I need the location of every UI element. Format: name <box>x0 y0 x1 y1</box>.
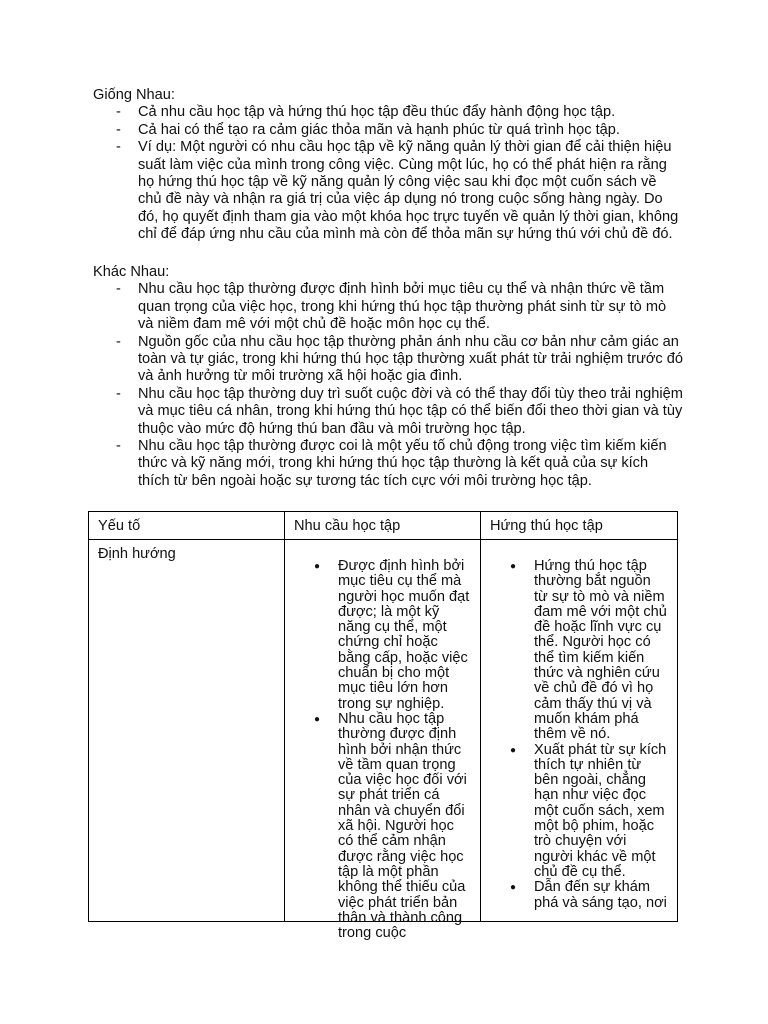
header-learning-need: Nhu cầu học tập <box>285 512 481 540</box>
list-item <box>294 712 472 941</box>
learning-interest-cell <box>481 540 678 922</box>
similarity-text: Cả nhu cầu học tập và hứng thú học tập đều thúc đẩy hành động học tập. <box>138 104 616 121</box>
learning-need-content <box>294 558 471 942</box>
bullet-dot-icon: ● <box>510 882 517 894</box>
learning-interest-content <box>490 559 668 919</box>
similarities-heading: Giống Nhau: <box>93 87 175 103</box>
similarities-list <box>93 104 683 243</box>
list-item <box>294 559 472 712</box>
dash-bullet-icon: - <box>116 104 121 121</box>
dash-bullet-icon: - <box>116 385 121 402</box>
difference-item <box>93 334 683 386</box>
list-item-text: Được định hình bởi mục tiêu cụ thể mà người học muốn đạt được; là một kỹ năng cụ thể, một chứng chỉ hoặc bằng cấp, hoặc việc chuẩn bị cho một mục tiêu lớn hơn trong sự nghiệp. <box>338 558 470 712</box>
bullet-dot-icon: ● <box>510 561 517 572</box>
learning-need-list <box>294 559 471 941</box>
dash-bullet-icon: - <box>116 281 121 298</box>
table-header-row <box>89 512 678 540</box>
similarity-text: Ví dụ: Một người có nhu cầu học tập về kỹ năng quản lý thời gian để cải thiện hiệu suất làm việc của mình trong công việc. Cùng một lúc, họ có thể phát hiện ra rằng họ hứng thú học tập về kỹ năng quản lý công việc sau khi đọc một cuốn sách về chủ đề này và nhận ra giá trị của việc áp dụng nó trong cuộc sống hàng ngày. Do đó, họ quyết định tham gia vào một khóa học trực tuyến về quản lý thời gian, không chỉ để đáp ứng nhu cầu của mình mà còn để thỏa mãn sự hứng thú với chủ đề đó. <box>138 139 679 243</box>
list-item-text: Xuất phát từ sự kích thích tự nhiên từ bên ngoài, chẳng hạn như việc đọc một cuốn sách, xem một bộ phim, hoặc trò chuyện với người khác về một chủ đề cụ thể. <box>534 741 667 880</box>
dash-bullet-icon: - <box>116 438 121 455</box>
similarity-item <box>93 122 683 139</box>
similarity-item <box>93 104 683 121</box>
difference-text: Nhu cầu học tập thường duy trì suốt cuộc đời và có thể thay đổi tùy theo trải nghiệm và mục tiêu cá nhân, trong khi hứng thú học tập có thể biến đổi theo thời gian và tùy thuộc vào mức độ hứng thú ban đầu và môi trường học tập. <box>138 385 683 437</box>
difference-item <box>93 438 683 490</box>
similarity-text: Cả hai có thể tạo ra cảm giác thỏa mãn và hạnh phúc từ quá trình học tập. <box>138 121 620 138</box>
difference-text: Nhu cầu học tập thường được định hình bởi mục tiêu cụ thể và nhận thức về tầm quan trọng của việc học, trong khi hứng thú học tập thường phát sinh từ sự tò mò và niềm đam mê với một chủ đề hoặc môn học cụ thể. <box>138 281 667 333</box>
bullet-dot-icon: ● <box>314 713 321 725</box>
list-item-text: Hứng thú học tập thường bắt nguồn từ sự tò mò và niềm đam mê với một chủ đề hoặc lĩnh vực cụ thể. Người học có thể tìm kiếm kiến thức và nghiên cứu về chủ đề đó vì họ cảm thấy thú vị và muốn khám phá thêm về nó. <box>534 558 667 743</box>
dash-bullet-icon: - <box>116 139 121 156</box>
list-item <box>490 559 668 743</box>
difference-item <box>93 281 683 333</box>
header-factor: Yếu tố <box>89 512 285 540</box>
list-item <box>490 743 668 881</box>
bullet-dot-icon: ● <box>314 561 321 572</box>
factor-cell <box>89 540 285 922</box>
learning-interest-list <box>490 559 668 911</box>
learning-need-cell <box>285 540 481 942</box>
bullet-dot-icon: ● <box>510 744 517 756</box>
difference-item <box>93 386 683 438</box>
differences-list <box>93 281 683 490</box>
list-item-text: Dẫn đến sự khám phá và sáng tạo, nơi <box>534 879 667 911</box>
similarity-item <box>93 139 683 243</box>
list-item-text: Nhu cầu học tập thường được định hình bởi nhận thức về tầm quan trọng của việc học đối với sự phát triển cá nhân và chuyển đổi xã hội. Người học có thể cảm nhận được rằng việc học tập là một phần không thể thiếu của việc phát triển bản thân và thành công trong cuộc <box>338 710 467 942</box>
list-item <box>490 880 668 911</box>
similarities-section <box>93 87 683 244</box>
dash-bullet-icon: - <box>116 333 121 350</box>
differences-section <box>93 264 683 490</box>
differences-heading: Khác Nhau: <box>93 264 170 280</box>
comparison-table <box>88 511 678 942</box>
difference-text: Nhu cầu học tập thường được coi là một yếu tố chủ động trong việc tìm kiếm kiến thức và kỹ năng mới, trong khi hứng thú học tập thường là kết quả của sự kích thích từ bên ngoài hoặc sự tương tác tích cực với môi trường học tập. <box>138 438 667 489</box>
factor-label: Định hướng <box>98 546 176 562</box>
dash-bullet-icon: - <box>116 121 121 138</box>
header-learning-interest: Hứng thú học tập <box>481 512 678 540</box>
difference-text: Nguồn gốc của nhu cầu học tập thường phản ánh nhu cầu cơ bản như cảm giác an toàn và tự giác, trong khi hứng thú học tập thường xuất phát từ trải nghiệm trước đó và ảnh hưởng từ môi trường xã hội hoặc gia đình. <box>138 333 684 385</box>
table-row <box>89 540 678 922</box>
